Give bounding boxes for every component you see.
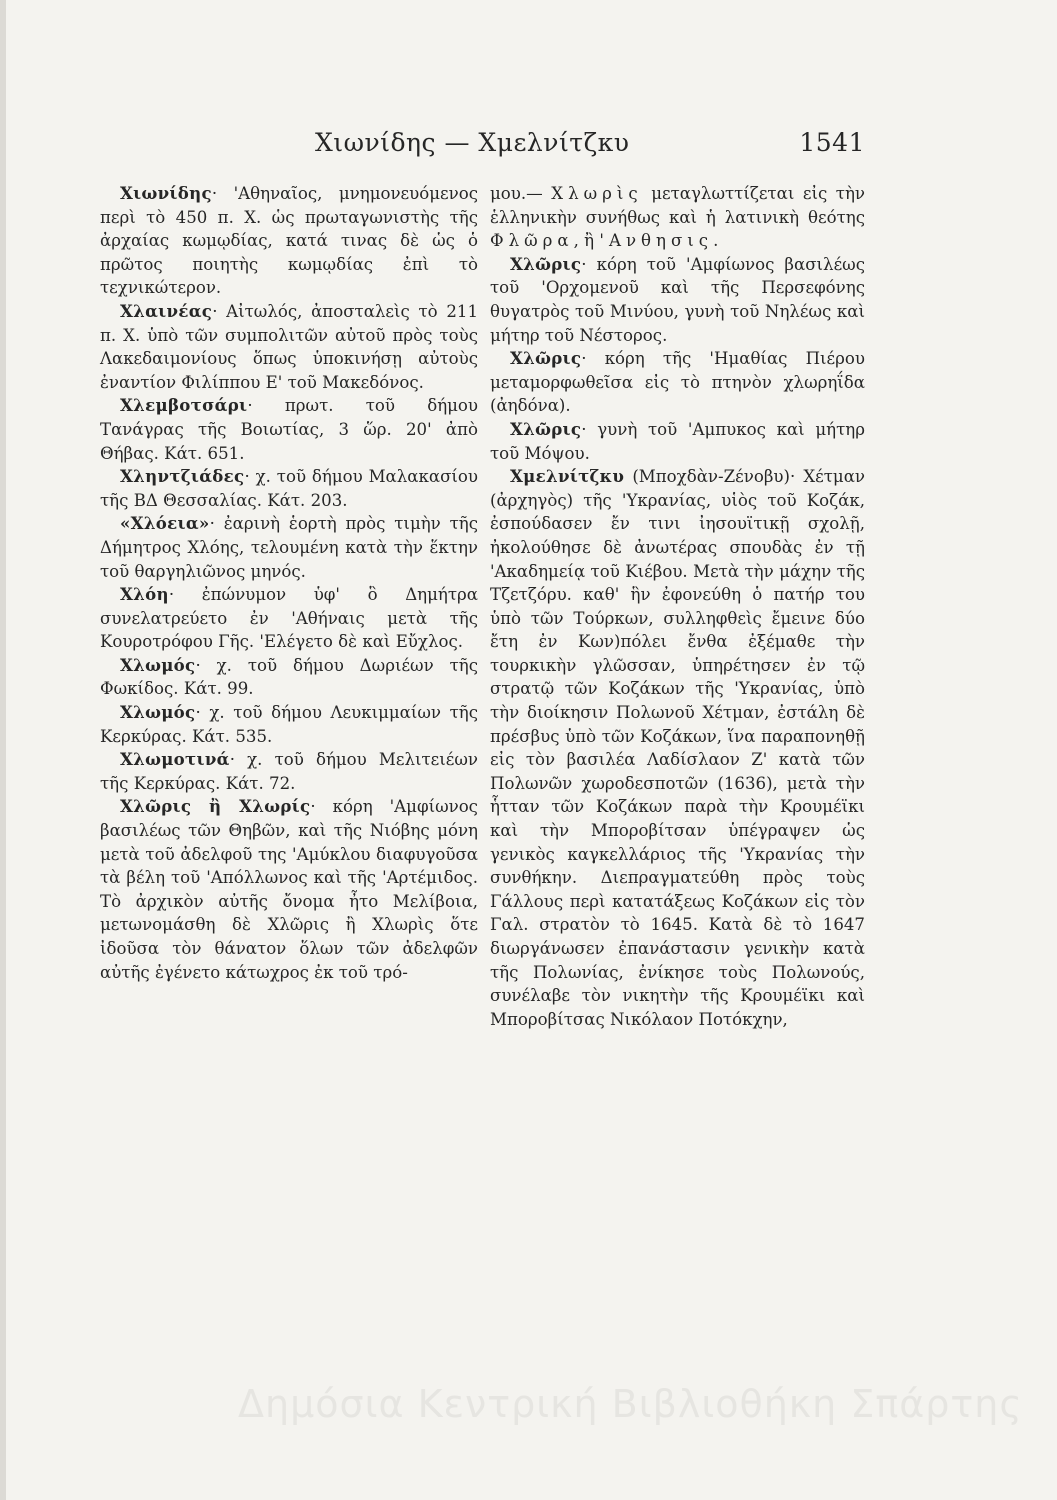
entry-headword: Χληντζιάδες xyxy=(120,466,245,487)
entry-headword: Χλῶρις xyxy=(510,253,582,274)
entry: Χλαινέας· Αἰτωλός, ἀποσταλεὶς τὸ 211 π. Χ. ὑπὸ τῶν συμπολιτῶν αὐτοῦ πρὸς τοὺς Λακεδαιμονίους ὅπως ὑποκινήσῃ αὐτοὺς ἐναντίον Φιλίππου Ε' τοῦ Μακεδόνος. xyxy=(100,300,478,392)
entry-headword: Χλωμός xyxy=(120,702,196,723)
entry-headword: Χλῶρις xyxy=(510,418,582,439)
entry-continuation: μου.— Χλωρὶς μεταγλωττίζεται εἰς τὴν ἑλληνικὴν συνήθως καὶ ἡ λατινικὴ θεότης Φλῶρα, ἢ 'Ανθησις. xyxy=(490,184,865,251)
entry: Χιωνίδης· 'Αθηναῖος, μνημονευόμενος περὶ τὸ 450 π. Χ. ὡς πρωταγωνιστὴς τῆς ἀρχαίας κωμῳδίας, κατά τινας δὲ ὡς ὁ πρῶτος ποιητὴς κωμῳδίας ἐπὶ τὸ τεχνικώτερον. xyxy=(100,183,478,298)
entry-headword: Χλόη xyxy=(120,584,169,605)
entry-text: πρωτ. τοῦ δήμου Τανάγρας τῆς Βοιωτίας, 3 ὥρ. 20' ἀπὸ Θήβας. Κάτ. 651. xyxy=(100,396,478,463)
entry: Χλῶρις· γυνὴ τοῦ 'Αμπυκος καὶ μήτηρ τοῦ Μόψου. xyxy=(490,418,865,463)
entry-headword: Χλωμός xyxy=(120,654,196,675)
entry-headword: Χλαινέας xyxy=(120,300,213,321)
entry-headword: Χλεμβοτσάρι xyxy=(120,395,248,416)
library-watermark: Δημόσια Κεντρική Βιβλιοθήκη Σπάρτης xyxy=(238,1382,1023,1426)
entry-text: κόρη τοῦ 'Αμφίωνος βασιλέως τοῦ 'Ορχομενοῦ καὶ τῆς Περσεφόνης θυγατρὸς τοῦ Μινύου, γυνὴ τοῦ Νηλέως καὶ μήτηρ τοῦ Νέστορος. xyxy=(490,254,865,345)
entry-text: κόρη 'Αμφίωνος βασιλέως τῶν Θηβῶν, καὶ τῆς Νιόβης μόνη μετὰ τοῦ ἀδελφοῦ της 'Αμύκλου διαφυγοῦσα τὰ βέλη τοῦ 'Απόλλωνος καὶ τῆς 'Αρτέμιδος. Τὸ ἀρχικὸν αὐτῆς ὄνομα ἦτο Μελίβοια, μετωνομάσθη δὲ Χλῶρις ἢ Χλωρὶς ὅτε ἰδοῦσα τὸν θάνατον ὅλων τῶν ἀδελφῶν αὐτῆς ἐγένετο κάτωχρος ἐκ τοῦ τρό- xyxy=(100,797,478,982)
entry-text: ἐπώνυμον ὑφ' ὃ Δημήτρα συνελατρεύετο ἐν 'Αθήναις μετὰ τῆς Κουροτρόφου Γῆς. 'Ελέγετο δὲ καὶ Εὔχλος. xyxy=(100,585,478,652)
entry: Χληντζιάδες· χ. τοῦ δήμου Μαλακασίου τῆς ΒΔ Θεσσαλίας. Κάτ. 203. xyxy=(100,466,478,510)
entry-text: κόρη τῆς 'Ημαθίας Πιέρου μεταμορφωθεῖσα εἰς τὸ πτηνὸν χλωρηΐδα (ἀηδόνα). xyxy=(490,349,865,416)
entry: Χλῶρις ἢ Χλωρίς· κόρη 'Αμφίωνος βασιλέως τῶν Θηβῶν, καὶ τῆς Νιόβης μόνη μετὰ τοῦ ἀδελφοῦ της 'Αμύκλου διαφυγοῦσα τὰ βέλη τοῦ 'Απόλλωνος καὶ τῆς 'Αρτέμιδος. Τὸ ἀρχικὸν αὐτῆς ὄνομα ἦτο Μελίβοια, μετωνομάσθη δὲ Χλῶρις ἢ Χλωρὶς ὅτε ἰδοῦσα τὸν θάνατον ὅλων τῶν ἀδελφῶν αὐτῆς ἐγένετο κάτωχρος ἐκ τοῦ τρό- xyxy=(100,796,478,982)
entry: Χλόη· ἐπώνυμον ὑφ' ὃ Δημήτρα συνελατρεύετο ἐν 'Αθήναις μετὰ τῆς Κουροτρόφου Γῆς. 'Ελέγετο δὲ καὶ Εὔχλος. xyxy=(100,584,478,652)
spaced-term: Χλωρὶς xyxy=(551,184,643,203)
entry-text: Αἰτωλός, ἀποσταλεὶς τὸ 211 π. Χ. ὑπὸ τῶν συμπολιτῶν αὐτοῦ πρὸς τοὺς Λακεδαιμονίους ὅπως ὑποκινήσῃ αὐτοὺς ἐναντίον Φιλίππου Ε' τοῦ Μακεδόνος. xyxy=(100,301,478,392)
entry-text: ἐαρινὴ ἑορτὴ πρὸς τιμὴν τῆς Δήμητρος Χλόης, τελουμένη κατὰ τὴν ἕκτην τοῦ θαργηλιῶνος μηνός. xyxy=(100,514,478,581)
left-column xyxy=(100,182,478,984)
spaced-term: Φλῶρα xyxy=(490,231,574,251)
entry-headword: Χιωνίδης xyxy=(120,183,212,203)
running-title: Χιωνίδης — Χμελνίτζκυ xyxy=(315,128,630,157)
entry-headword: Χμελνίτζκυ xyxy=(510,466,625,487)
entry: Χλωμοτινά· χ. τοῦ δήμου Μελιτειέων τῆς Κερκύρας. Κάτ. 72. xyxy=(100,749,478,793)
page-edge xyxy=(0,0,6,1500)
entry-text: 'Αθηναῖος, μνημονευόμενος περὶ τὸ 450 π. Χ. ὡς πρωταγωνιστὴς τῆς ἀρχαίας κωμῳδίας, κατά τινας δὲ ὡς ὁ πρῶτος ποιητὴς κωμῳδίας ἐπὶ τὸ τεχνικώτερον. xyxy=(100,184,478,298)
entry: «Χλόεια»· ἐαρινὴ ἑορτὴ πρὸς τιμὴν τῆς Δήμητρος Χλόης, τελουμένη κατὰ τὴν ἕκτην τοῦ θαργηλιῶνος μηνός. xyxy=(100,513,478,581)
entry-headword: Χλωμοτινά xyxy=(120,749,230,770)
entry-headword: Χλῶρις ἢ Χλωρίς xyxy=(120,796,311,817)
entry-headword: Χλῶρις xyxy=(510,348,582,369)
page-header xyxy=(315,128,865,168)
entry-text: γυνὴ τοῦ 'Αμπυκος καὶ μήτηρ τοῦ Μόψου. xyxy=(490,419,865,463)
spaced-term: 'Ανθησις xyxy=(599,231,714,251)
entry-text: χ. τοῦ δήμου Μελιτειέων τῆς Κερκύρας. Κάτ. 72. xyxy=(100,750,478,793)
entry: Χλεμβοτσάρι· πρωτ. τοῦ δήμου Τανάγρας τῆς Βοιωτίας, 3 ὥρ. 20' ἀπὸ Θήβας. Κάτ. 651. xyxy=(100,395,478,463)
entry-text: χ. τοῦ δήμου Λευκιμμαίων τῆς Κερκύρας. Κάτ. 535. xyxy=(100,703,478,746)
entry xyxy=(490,465,865,1031)
page-number: 1541 xyxy=(799,128,865,157)
entry: Χλῶρις· κόρη τῆς 'Ημαθίας Πιέρου μεταμορφωθεῖσα εἰς τὸ πτηνὸν χλωρηΐδα (ἀηδόνα). xyxy=(490,348,865,416)
entry: Χλῶρις· κόρη τοῦ 'Αμφίωνος βασιλέως τοῦ 'Ορχομενοῦ καὶ τῆς Περσεφόνης θυγατρὸς τοῦ Μινύου, γυνὴ τοῦ Νηλέως καὶ μήτηρ τοῦ Νέστορος. xyxy=(490,253,865,345)
entry: Χλωμός· χ. τοῦ δήμου Λευκιμμαίων τῆς Κερκύρας. Κάτ. 535. xyxy=(100,702,478,746)
right-column xyxy=(490,182,865,1031)
entry-text: χ. τοῦ δήμου Δωριέων τῆς Φωκίδος. Κάτ. 99. xyxy=(100,655,478,699)
entry: Χλωμός· χ. τοῦ δήμου Δωριέων τῆς Φωκίδος. Κάτ. 99. xyxy=(100,654,478,699)
entry-headword: «Χλόεια» xyxy=(120,513,210,534)
entry-text: χ. τοῦ δήμου Μαλακασίου τῆς ΒΔ Θεσσαλίας. Κάτ. 203. xyxy=(100,467,478,510)
entry-text: (Μποχδὰν-Ζένοβυ)· Χέτμαν (ἀρχηγὸς) τῆς 'Υκρανίας, υἱὸς τοῦ Κοζάκ, ἐσπούδασεν ἔν τινι ἰησουϊτικῇ σχολῇ, ἠκολούθησε δὲ ἀνωτέρας σπουδὰς ἐν τῇ 'Ακαδημείᾳ τοῦ Κιέβου. Μετὰ τὴν μάχην τῆς Τζετζόρυ. καθ' ἣν ἐφονεύθη ὁ πατήρ του ὑπὸ τῶν Τούρκων, συλληφθεὶς ἔμεινε δύο ἔτη ἐν Κων)πόλει ἔνθα ἐξέμαθε τὴν τουρκικὴν γλῶσσαν, ὑπηρέτησεν ἐν τῷ στρατῷ τῶν Κοζάκων τῆς 'Υκρανίας, ὑπὸ τὴν διοίκησιν Πολωνοῦ Χέτμαν, ἐστάλη δὲ πρέσβυς ὑπὸ τῶν Κοζάκων, ἵνα παραπονηθῇ εἰς τὸν βασιλέα Λαδίσλαον Ζ' κατὰ τῶν Πολωνῶν χωροδεσποτῶν (1636), μετὰ τὴν ἧτταν τῶν Κοζάκων παρὰ τὴν Κρουμέϊκι καὶ τὴν Μποροβίτσαν ὑπέγραψεν ὡς γενικὸς καγκελλάριος τῆς 'Υκρανίας τὴν συνθήκην. Διεπραγματεύθη πρὸς τοὺς Γάλλους περὶ κατατάξεως Κοζάκων εἰς τὸν Γαλ. στρατὸν τὸ 1645. Κατὰ δὲ τὸ 1647 διωργάνωσεν ἐπανάστασιν γενικὴν κατὰ τῆς Πολωνίας, ἐνίκησε τοὺς Πολωνούς, συνέλαβε τὸν νικητὴν τῆς Κρουμέϊκι καὶ Μποροβίτσας Νικόλαον Ποτόκχην, xyxy=(490,467,865,1029)
